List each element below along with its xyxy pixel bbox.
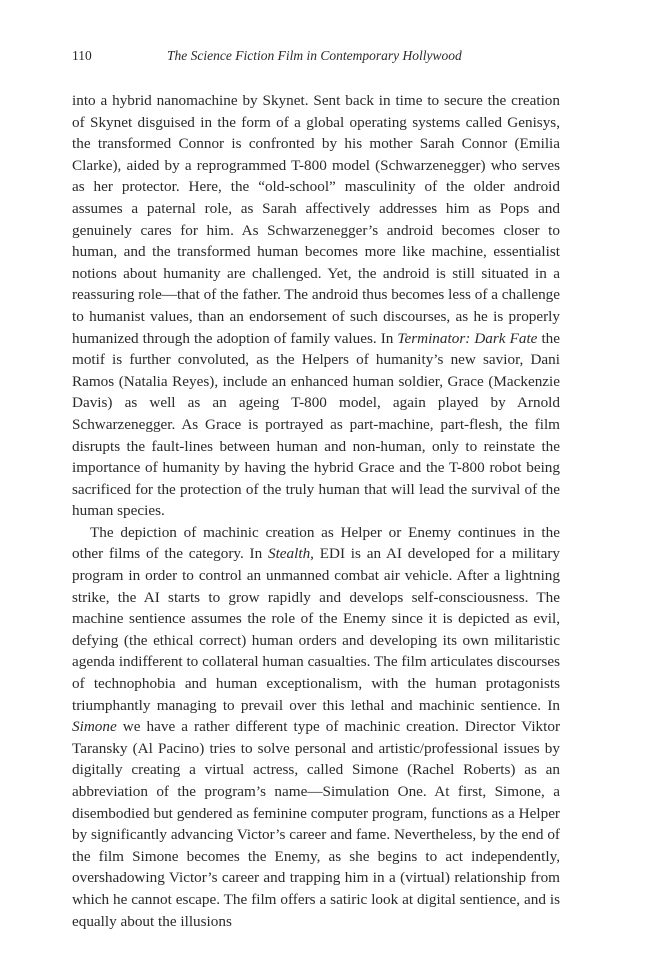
text-segment: , EDI is an AI developed for a military program in order to control an unmanned combat air vehicle. After a lightning strike, the AI starts to grow rapidly and develops self-consciousness. The machine sentience assumes the role of the Enemy since it is depicted as evil, defying (the ethical correct) human orders and developing its own militaristic agenda indifferent to collateral human casualties. The film articulates discourses of technophobia and human exceptionalism, with the human protagonists triumphantly managing to prevail over this lethal and machinic sentience. In (72, 545, 561, 714)
running-head (72, 46, 578, 66)
film-title-simone: Simone (72, 718, 117, 736)
body-text (72, 90, 560, 932)
text-segment: we have a rather different type of machinic creation. Director Viktor Taransky (Al Pacino) tries to solve personal and artistic/professional issues by digitally creating a virtual actress, called Simone (Rachel Roberts) as an abbreviation of the program’s name—Simulation One. At first, Simone, a disembodied but gendered as feminine computer program, functions as a Helper by significantly advancing Victor’s career and fame. Nevertheless, by the end of the film Simone becomes the Enemy, as she begins to act independently, overshadowing Victor’s career and trapping him in a (virtual) relationship from which he cannot escape. The film offers a satiric look at digital sentience, and is equally about the illusions (72, 718, 560, 930)
text-segment: into a hybrid nanomachine by Skynet. Sent back in time to secure the creation of Skynet disguised in the form of a global operating systems called Genisys, the transformed Connor is confronted by his mother Sarah Connor (Emilia Clarke), aided by a reprogrammed T-800 model (Schwarzenegger) who serves as her protector. Here, the “old-school” masculinity of the older android assumes a paternal role, as Sarah affectively addresses him as Pops and genuinely cares for him. As Schwarzenegger’s android becomes closer to human, and the transformed human becomes more like machine, essentialist notions about humanity are challenged. Yet, the android is still situated in a reassuring role—that of the father. The android thus becomes less of a challenge to humanist values, than an endorsement of such discourses, as he is properly humanized through the adoption of family values. In (72, 92, 560, 347)
text-segment: the motif is further convoluted, as the Helpers of humanity’s new savior, Dani Ramos (Natalia Reyes), include an enhanced human soldier, Grace (Mackenzie Davis) as well as an ageing T-800 model, again played by Arnold Schwarzenegger. As Grace is portrayed as part-machine, part-flesh, the film disrupts the fault-lines between human and non-human, only to reinstate the importance of humanity by having the hybrid Grace and the T-800 robot being sacrificed for the protection of the truly human that will lead the survival of the human species. (72, 329, 560, 520)
film-title-stealth: Stealth (267, 545, 311, 563)
page-number: 110 (72, 48, 92, 63)
paragraph-2 (72, 522, 560, 932)
text-segment: The depiction of machinic creation as Helper or Enemy continues in the other films of the category. In (72, 523, 560, 563)
film-title-terminator-dark-fate: Terminator: Dark Fate (397, 329, 538, 347)
paragraph-1 (72, 90, 560, 522)
book-title: The Science Fiction Film in Contemporary Hollywood (167, 48, 462, 63)
